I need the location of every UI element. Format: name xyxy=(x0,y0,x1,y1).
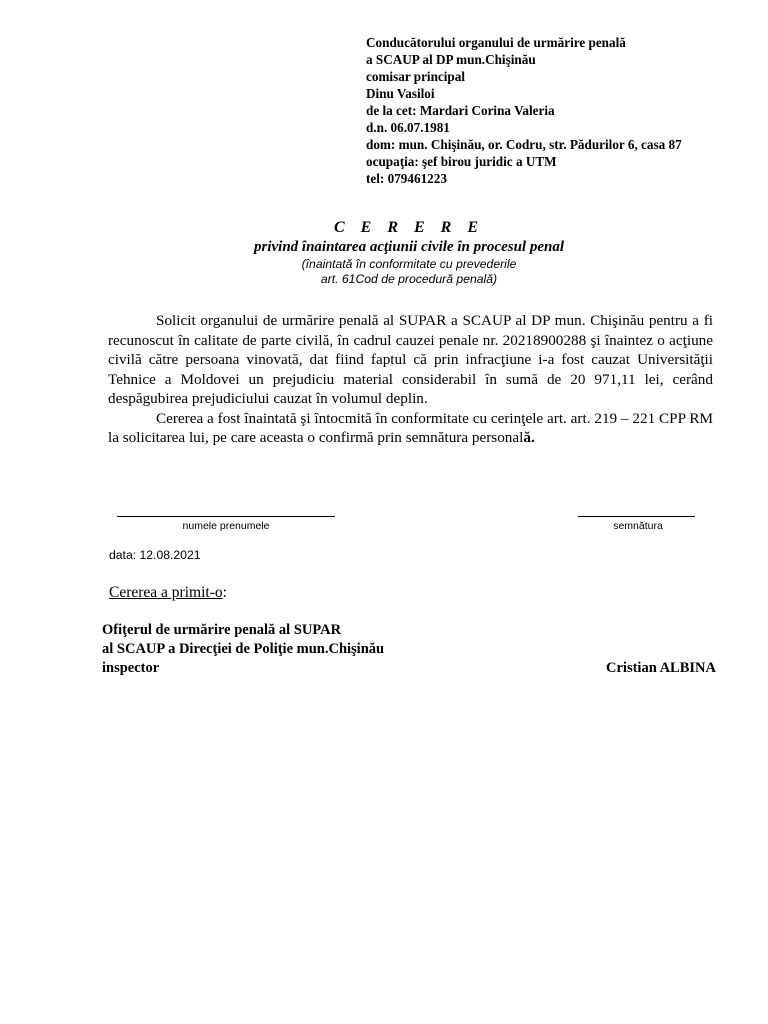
body-paragraph-1: Solicit organului de urmărire penală al SUPAR a SCAUP al DP mun. Chişinău pentru a fi recunoscut în calitate de parte civilă, în cadrul cauzei penale nr. 20218900288 şi înaintez o acţiune civilă către persoana vinovată, dat fiind faptul că prin infracţiune i-a fost cauzat Universităţii Tehnice a Moldovei un prejudiciu material considerabil în sumă de 20 971,11 lei, cerând despăgubirea prejudiciului cauzat în volumul deplin. xyxy=(108,312,713,407)
date-label: data: xyxy=(109,548,137,562)
name-label: numele prenumele xyxy=(182,520,270,532)
addressee-line: de la cet: Mardari Corina Valeria xyxy=(366,103,555,118)
addressee-line: comisar principal xyxy=(366,69,466,84)
officer-name: Cristian ALBINA xyxy=(606,660,716,676)
addressee-line: ocupaţia: şef birou juridic a UTM xyxy=(366,154,557,169)
received-by-heading xyxy=(109,584,227,602)
received-by-colon: : xyxy=(222,584,227,601)
document-title-block xyxy=(0,218,768,287)
addressee-line: d.n. 06.07.1981 xyxy=(366,120,450,135)
addressee-line: Conducătorului organului de urmărire penală xyxy=(366,35,626,50)
date-value: 12.08.2021 xyxy=(139,548,201,562)
request-body xyxy=(108,311,713,448)
body-paragraph-2-text: Cererea a fost înaintată şi întocmită în conformitate cu cerinţele art. art. 219 – 221 CPP RM la solicitarea lui, pe care aceasta o confirmă prin semnătura personal xyxy=(108,409,713,446)
officer-line: Ofiţerul de urmărire penală al SUPAR xyxy=(102,622,342,638)
document-subtitle: privind înaintarea acţiunii civile în procesul penal xyxy=(253,239,565,255)
officer-line: inspector xyxy=(102,660,160,676)
addressee-block xyxy=(366,34,756,187)
date-line xyxy=(109,548,201,562)
signature-line xyxy=(578,516,695,517)
officer-block xyxy=(102,621,384,678)
name-signature-line xyxy=(117,516,335,517)
body-paragraph-2 xyxy=(108,409,713,448)
officer-line: al SCAUP a Direcţiei de Poliţie mun.Chişinău xyxy=(102,641,385,657)
body-paragraph-2-end: ă. xyxy=(523,429,535,446)
addressee-line: dom: mun. Chişinău, or. Codru, str. Pădurilor 6, casa 87 xyxy=(366,137,682,152)
document-title: C E R E R E xyxy=(333,219,485,236)
addressee-line: a SCAUP al DP mun.Chişinău xyxy=(366,52,536,67)
addressee-line: Dinu Vasiloi xyxy=(366,86,435,101)
addressee-line: tel: 079461223 xyxy=(366,171,447,186)
legal-note-line-2: art. 61Cod de procedură penală) xyxy=(320,272,498,286)
signature-label: semnătura xyxy=(613,520,663,532)
legal-note-line-1: (înaintată în conformitate cu prevederile xyxy=(301,257,517,271)
received-by-label: Cererea a primit-o xyxy=(109,584,223,601)
